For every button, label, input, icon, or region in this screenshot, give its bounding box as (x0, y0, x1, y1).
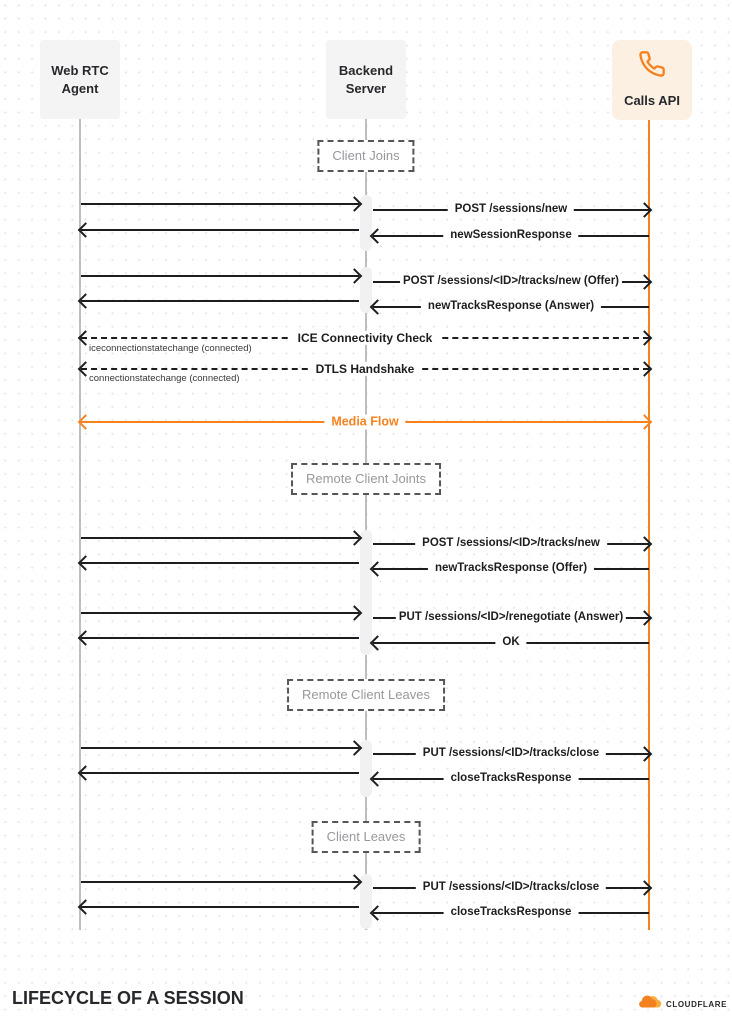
msg-post-tracks-new-offer (373, 275, 649, 288)
phase-client-leaves: Client Leaves (312, 821, 421, 853)
cloudflare-cloud-icon (639, 995, 663, 1013)
lifeline-calls-api (648, 120, 650, 930)
msg-backend-to-webrtc (81, 906, 359, 908)
msg-webrtc-to-backend (81, 537, 359, 539)
msg-backend-to-webrtc (81, 562, 359, 564)
phase-remote-client-joins: Remote Client Joints (291, 463, 441, 495)
msg-backend-to-webrtc (81, 229, 359, 231)
msg-label: POST /sessions/<ID>/tracks/new (Offer) (400, 275, 622, 289)
activation-bar (360, 740, 372, 797)
msg-dtls-handshake (81, 361, 649, 376)
msg-label: closeTracksResponse (444, 772, 579, 786)
msg-backend-to-webrtc (81, 300, 359, 302)
msg-backend-to-webrtc (81, 637, 359, 639)
phone-icon (638, 50, 666, 83)
msg-webrtc-to-backend (81, 881, 359, 883)
actor-webrtc-agent (40, 40, 120, 119)
msg-label: Media Flow (324, 415, 405, 430)
activation-bar (360, 530, 372, 655)
msg-post-tracks-new (373, 537, 649, 550)
msg-backend-to-webrtc (81, 772, 359, 774)
actor-calls-api (612, 40, 692, 120)
msg-webrtc-to-backend (81, 275, 359, 277)
msg-put-tracks-close (373, 747, 649, 760)
actor-label: Backend Server (338, 62, 394, 96)
msg-label: POST /sessions/new (448, 203, 574, 217)
actor-label: Web RTC Agent (51, 62, 109, 96)
page-title: LIFECYCLE OF A SESSION (12, 988, 244, 1008)
msg-label: DTLS Handshake (309, 362, 422, 376)
msg-ok (373, 636, 649, 649)
msg-close-tracks-response (373, 772, 649, 785)
msg-new-tracks-response-offer (373, 562, 649, 575)
msg-webrtc-to-backend (81, 203, 359, 205)
msg-new-tracks-response-answer (373, 300, 649, 313)
cloudflare-logo (639, 995, 727, 1013)
msg-label: newSessionResponse (443, 229, 578, 243)
event-annotation: connectionstatechange (connected) (89, 373, 240, 384)
event-annotation: iceconnectionstatechange (connected) (89, 343, 252, 354)
msg-media-flow (81, 414, 649, 429)
msg-put-renegotiate-answer (373, 611, 649, 624)
msg-close-tracks-response (373, 906, 649, 919)
msg-webrtc-to-backend (81, 747, 359, 749)
cloudflare-wordmark: CLOUDFLARE (666, 999, 728, 1009)
msg-label: OK (495, 636, 526, 650)
msg-label: PUT /sessions/<ID>/tracks/close (416, 881, 606, 895)
msg-webrtc-to-backend (81, 612, 359, 614)
msg-label: PUT /sessions/<ID>/renegotiate (Answer) (396, 611, 626, 625)
phase-remote-client-leaves: Remote Client Leaves (287, 679, 445, 711)
lifeline-webrtc-agent (79, 119, 81, 930)
msg-label: newTracksResponse (Answer) (421, 300, 601, 314)
msg-label: closeTracksResponse (444, 906, 579, 920)
msg-label: ICE Connectivity Check (291, 331, 440, 345)
msg-ice-connectivity-check (81, 330, 649, 345)
phase-client-joins: Client Joins (317, 140, 414, 172)
actor-label: Calls API (624, 93, 680, 108)
msg-new-session-response (373, 229, 649, 242)
actor-backend-server (326, 40, 406, 119)
msg-put-tracks-close (373, 881, 649, 894)
msg-post-sessions-new (373, 203, 649, 216)
msg-label: newTracksResponse (Offer) (428, 562, 594, 576)
msg-label: PUT /sessions/<ID>/tracks/close (416, 747, 606, 761)
msg-label: POST /sessions/<ID>/tracks/new (415, 537, 607, 551)
